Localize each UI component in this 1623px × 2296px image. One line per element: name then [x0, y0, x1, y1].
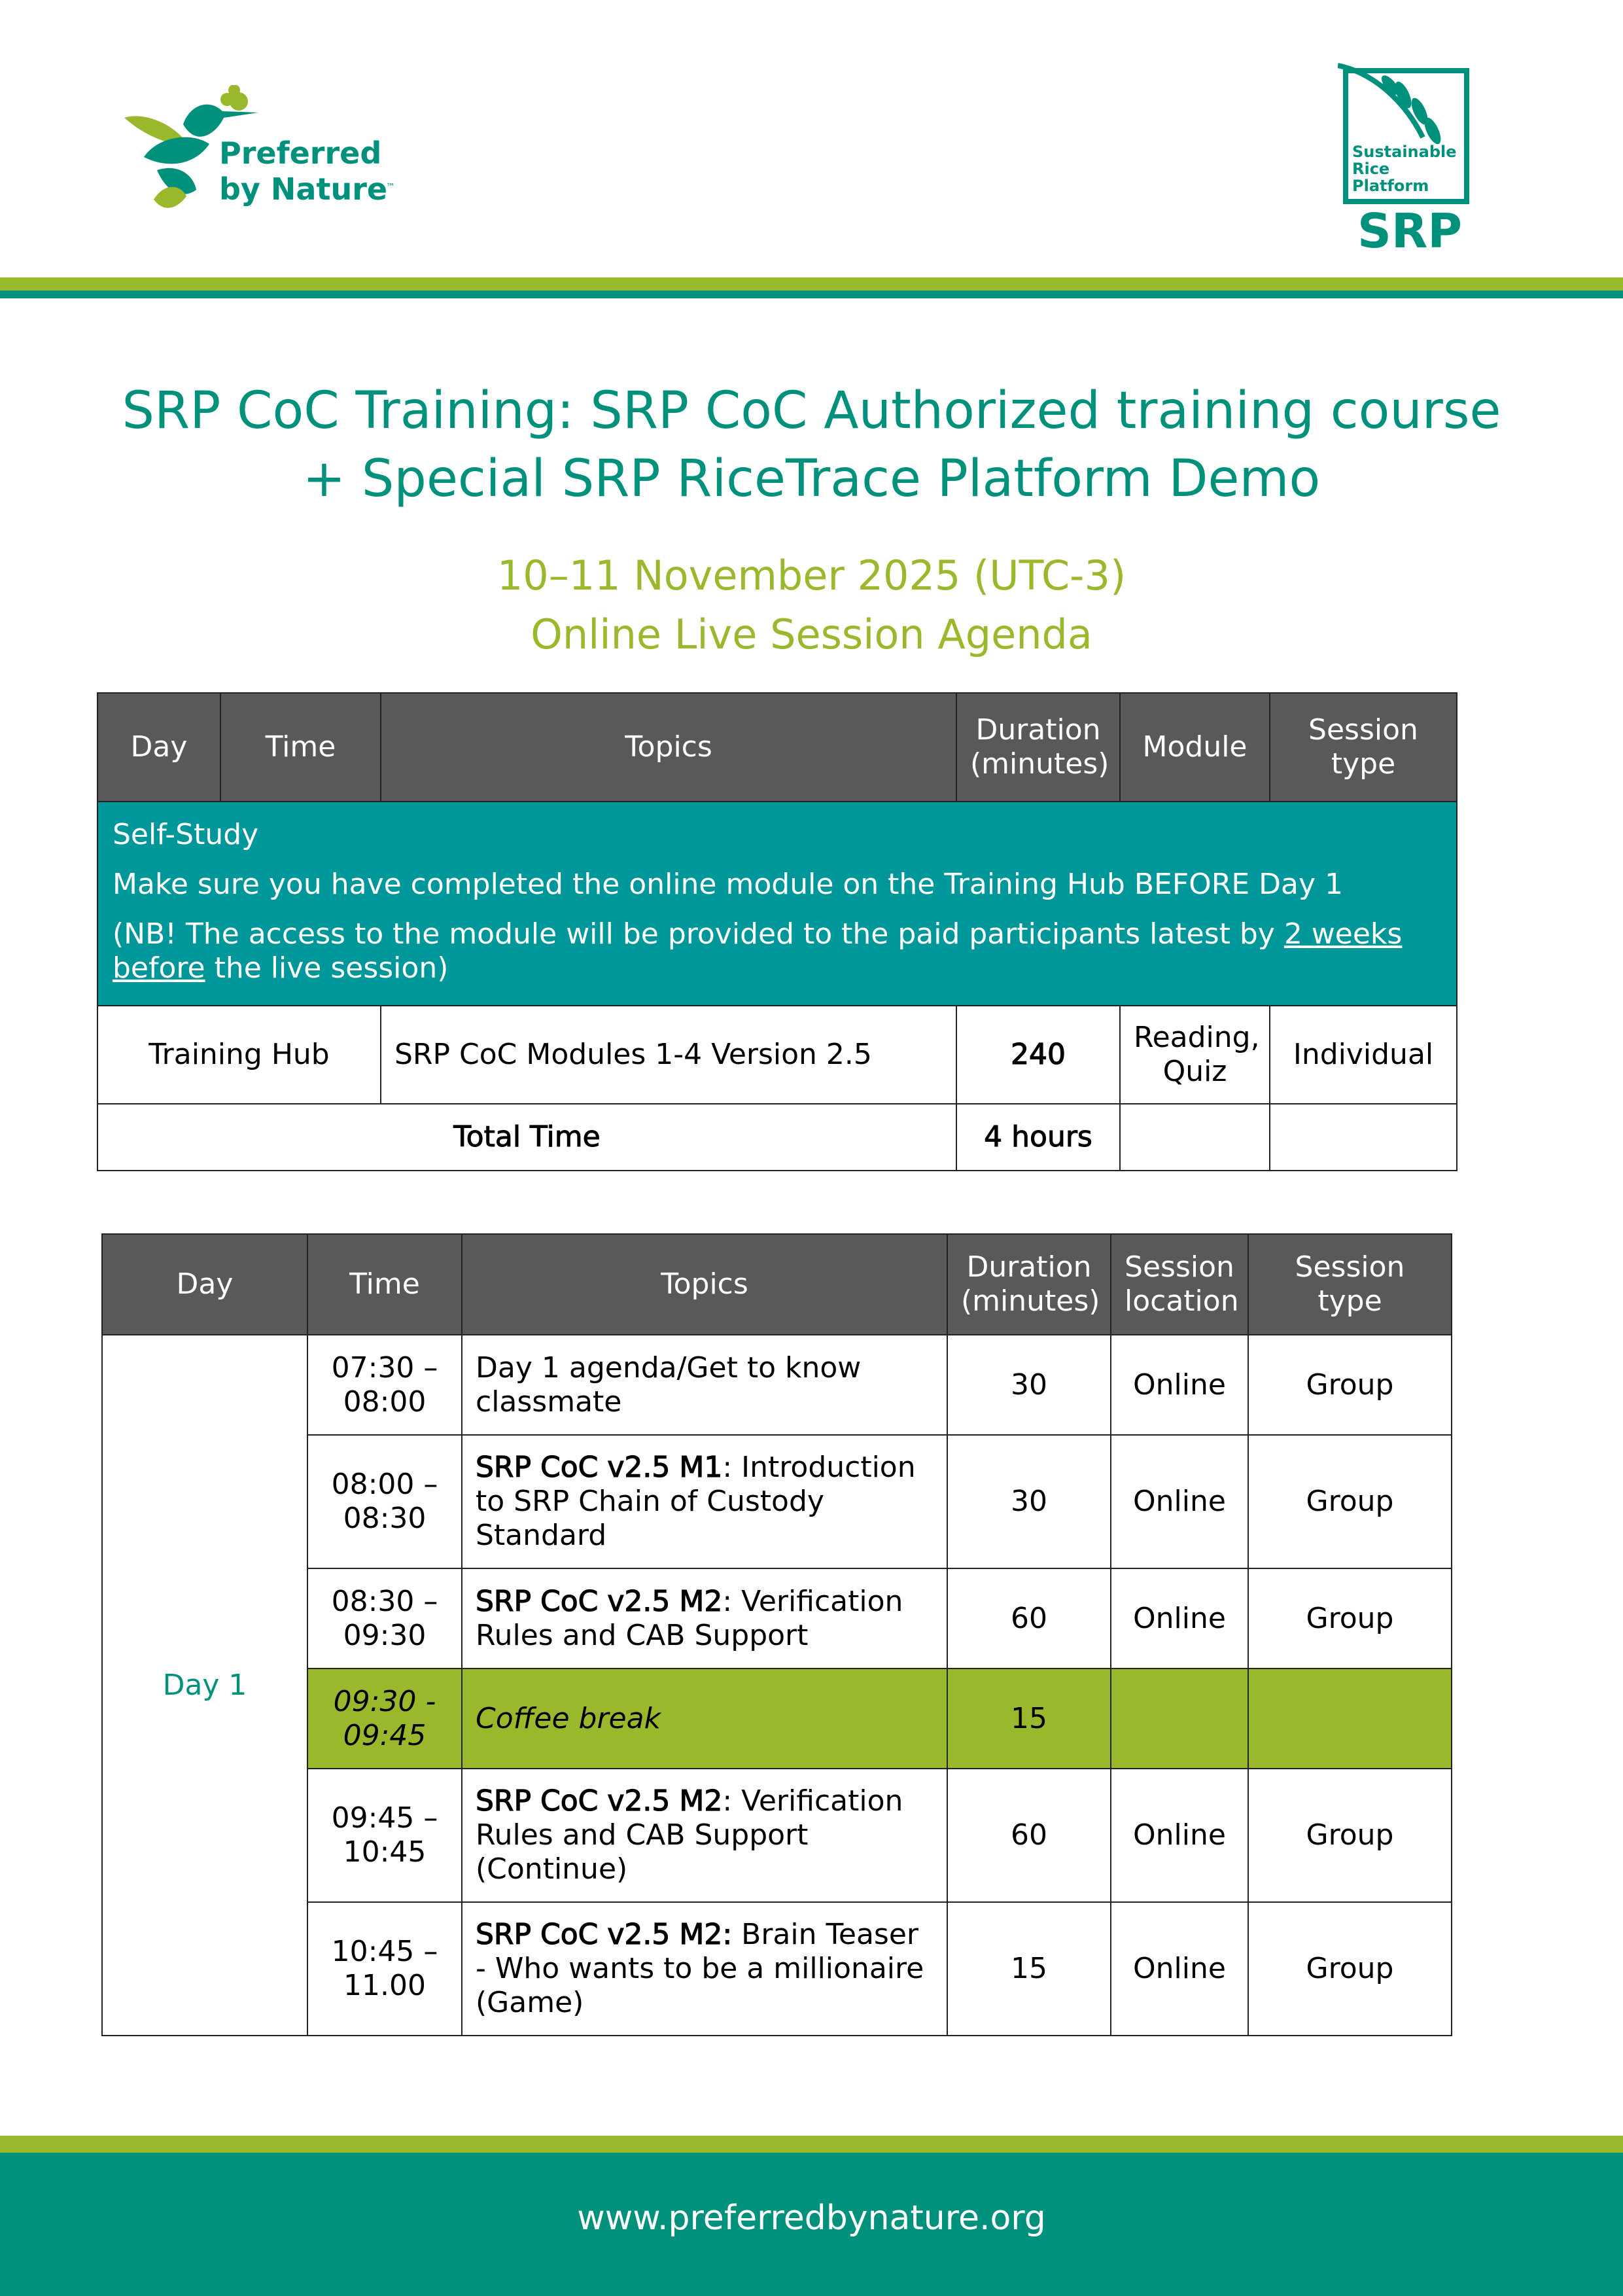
header-time: Time	[220, 693, 381, 802]
header-session-type: Session type	[1270, 693, 1457, 802]
time-cell: 10:45 – 11.00	[307, 1902, 462, 2036]
self-study-note	[97, 802, 1457, 1006]
module-cell: Reading, Quiz	[1120, 1006, 1270, 1104]
topic-cell: SRP CoC v2.5 M2: Verification Rules and CAB Support	[462, 1568, 947, 1669]
topic-cell: SRP CoC v2.5 M1: Introduction to SRP Chain of Custody Standard	[462, 1435, 947, 1568]
location-cell: Online	[1111, 1902, 1248, 2036]
time-cell: 07:30 – 08:00	[307, 1335, 462, 1435]
session-location-cell: Training Hub	[97, 1006, 381, 1104]
date-subtitle: 10–11 November 2025 (UTC-3)	[497, 552, 1126, 599]
header-topics: Topics	[381, 693, 956, 802]
session-type-cell: Individual	[1270, 1006, 1457, 1104]
total-empty-1	[1120, 1104, 1270, 1171]
topic-cell: SRP CoC Modules 1-4 Version 2.5	[381, 1006, 956, 1104]
header-session-type: Session type	[1248, 1234, 1452, 1335]
footer-band-green	[0, 2136, 1623, 2153]
preferred-by-nature-logo	[118, 85, 412, 222]
agenda-subtitle: Online Live Session Agenda	[531, 610, 1092, 658]
location-cell	[1111, 1669, 1248, 1769]
time-cell: 08:00 – 08:30	[307, 1435, 462, 1568]
srp-logo	[1338, 59, 1508, 255]
topic-cell: Coffee break	[462, 1669, 947, 1769]
time-cell: 08:30 – 09:30	[307, 1568, 462, 1669]
two-weeks-before-underline: 2 weeks before	[113, 917, 1403, 985]
self-study-row	[97, 802, 1457, 1006]
header-session-location: Session location	[1111, 1234, 1248, 1335]
srp-logo-line2: Rice	[1352, 160, 1390, 178]
location-cell: Online	[1111, 1769, 1248, 1902]
duration-cell: 60	[947, 1568, 1111, 1669]
topic-cell: Day 1 agenda/Get to know classmate	[462, 1335, 947, 1435]
type-cell: Group	[1248, 1568, 1452, 1669]
self-study-table	[97, 692, 1457, 1171]
header-topics: Topics	[462, 1234, 947, 1335]
location-cell: Online	[1111, 1335, 1248, 1435]
type-cell	[1248, 1669, 1452, 1769]
header-duration: Duration (minutes)	[947, 1234, 1111, 1335]
duration-cell: 60	[947, 1769, 1111, 1902]
table-header-row	[97, 693, 1457, 802]
logo-text-line1: Preferred	[219, 135, 382, 171]
header-band-teal	[0, 291, 1623, 298]
footer-website-url: www.preferredbynature.org	[577, 2199, 1046, 2238]
table-row	[97, 1006, 1457, 1104]
duration-cell: 30	[947, 1335, 1111, 1435]
type-cell: Group	[1248, 1902, 1452, 2036]
type-cell: Group	[1248, 1335, 1452, 1435]
header-band-green	[0, 277, 1623, 291]
day1-agenda-table	[101, 1233, 1452, 2036]
logo-trademark: ™	[386, 182, 395, 192]
page-title-line1: SRP CoC Training: SRP CoC Authorized training course	[122, 381, 1501, 440]
srp-logo-line1: Sustainable	[1352, 143, 1457, 161]
type-cell: Group	[1248, 1435, 1452, 1568]
page-title-line2: + Special SRP RiceTrace Platform Demo	[302, 450, 1321, 508]
header-module: Module	[1120, 693, 1270, 802]
location-cell: Online	[1111, 1568, 1248, 1669]
self-study-title: Self-Study	[113, 818, 259, 851]
table-row	[102, 1335, 1452, 1435]
location-cell: Online	[1111, 1435, 1248, 1568]
topic-cell: SRP CoC v2.5 M2: Brain Teaser - Who wants to be a millionaire (Game)	[462, 1902, 947, 2036]
header-day: Day	[97, 693, 220, 802]
duration-cell: 30	[947, 1435, 1111, 1568]
logo-text-line2: by Nature	[219, 171, 388, 207]
self-study-instruction: Make sure you have completed the online module on the Training Hub BEFORE Day 1	[113, 868, 1343, 901]
srp-logo-acronym: SRP	[1357, 203, 1463, 255]
total-label: Total Time	[97, 1104, 956, 1171]
topic-cell: SRP CoC v2.5 M2: Verification Rules and CAB Support (Continue)	[462, 1769, 947, 1902]
type-cell: Group	[1248, 1769, 1452, 1902]
srp-logo-line3: Platform	[1352, 177, 1429, 195]
duration-cell: 15	[947, 1902, 1111, 2036]
time-cell: 09:45 – 10:45	[307, 1769, 462, 1902]
total-value: 4 hours	[956, 1104, 1120, 1171]
total-empty-2	[1270, 1104, 1457, 1171]
total-row	[97, 1104, 1457, 1171]
day-1-cell: Day 1	[102, 1335, 307, 2036]
time-cell: 09:30 - 09:45	[307, 1669, 462, 1769]
header-duration: Duration (minutes)	[956, 693, 1120, 802]
header-day: Day	[102, 1234, 307, 1335]
duration-cell: 240	[956, 1006, 1120, 1104]
self-study-access-note: (NB! The access to the module will be provided to the paid participants latest by 2 weeks before the live session)	[113, 917, 1403, 985]
duration-cell: 15	[947, 1669, 1111, 1769]
header-time: Time	[307, 1234, 462, 1335]
table-header-row	[102, 1234, 1452, 1335]
